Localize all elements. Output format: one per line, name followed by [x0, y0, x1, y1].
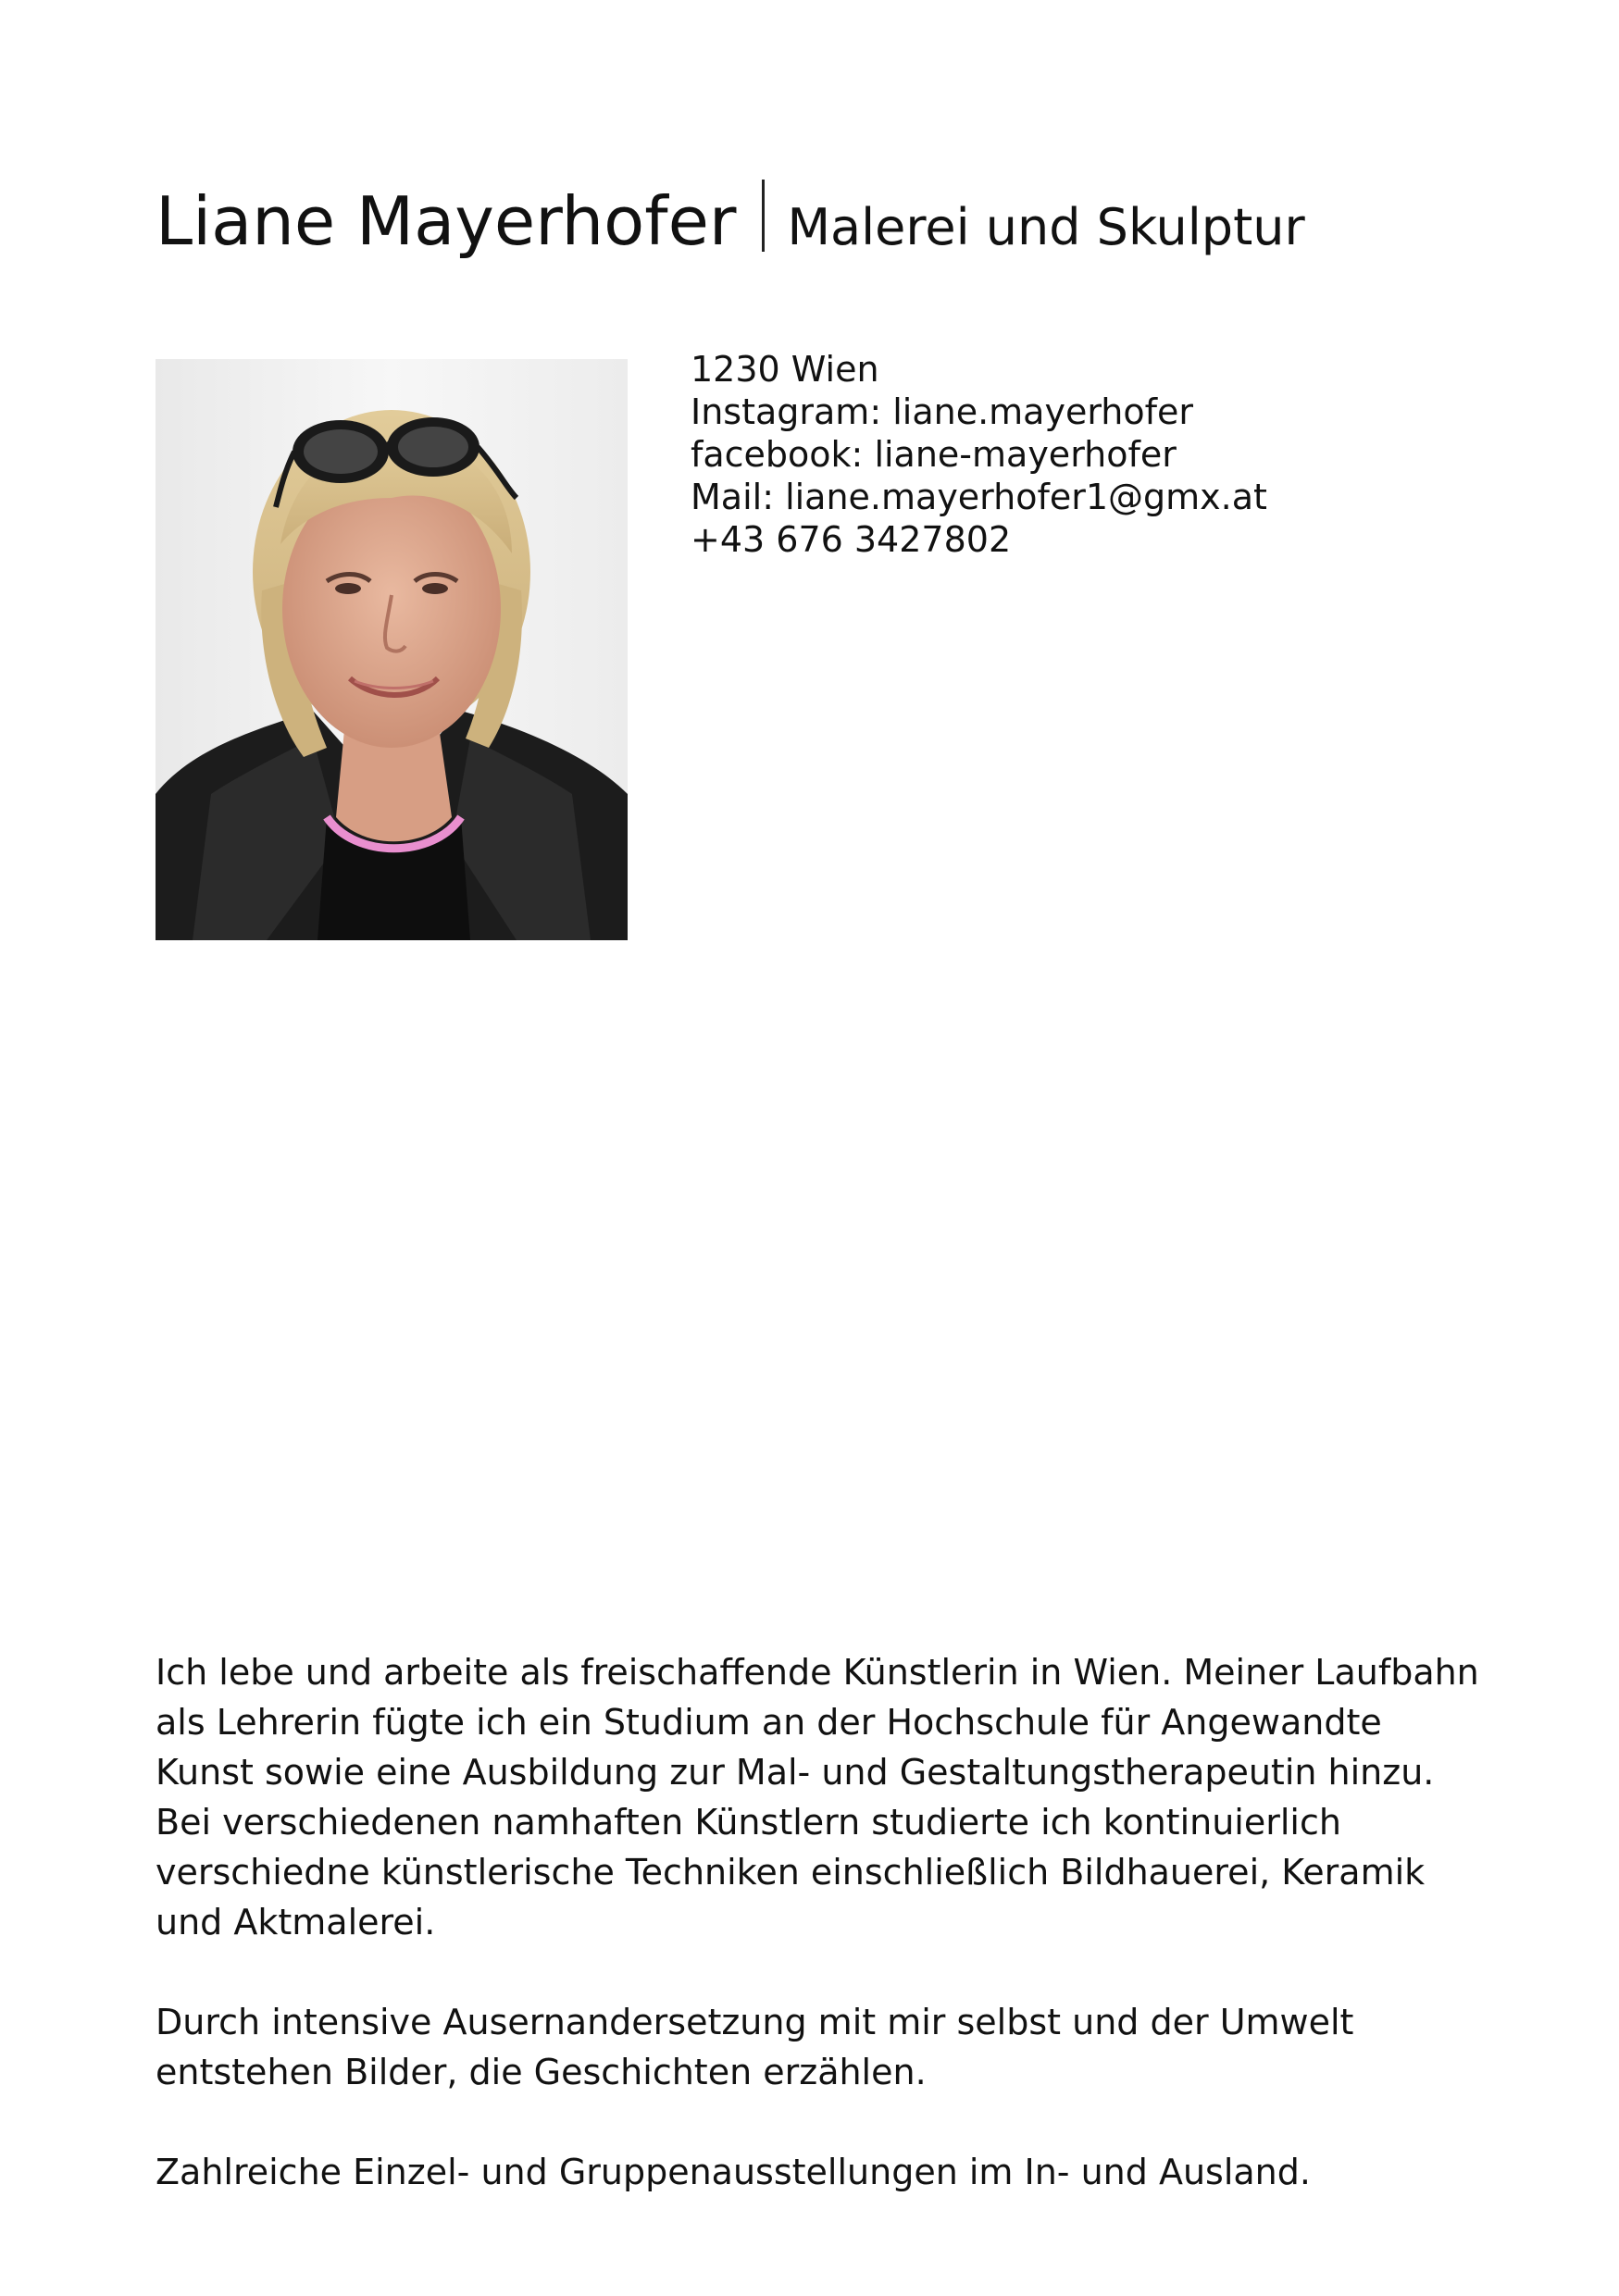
- artist-name: Liane Mayerhofer: [156, 182, 737, 260]
- biography: [156, 1647, 1479, 2247]
- title-divider: [762, 180, 765, 252]
- portrait-photo: [156, 359, 628, 940]
- contact-instagram[interactable]: Instagram: liane.mayerhofer: [691, 391, 1193, 432]
- bio-paragraph: Ich lebe und arbeite als freischaffende Künstlerin in Wien. Meiner Laufbahn als Lehrerin fügte ich ein Studium an der Hochschule für Angewandte Kunst sowie eine Ausbildung zur Mal- und Gestaltungstherapeutin hinzu. Bei verschiedenen namhaften Künstlern studierte ich kontinuierlich verschiedne künstlerische Techniken einschließlich Bildhauerei, Keramik und Aktmalerei.: [156, 1652, 1479, 1942]
- contact-city: 1230 Wien: [691, 349, 879, 390]
- page-header: [156, 172, 1305, 260]
- contact-facebook[interactable]: facebook: liane-mayerhofer: [691, 434, 1177, 475]
- contact-block: [691, 348, 1267, 561]
- bio-paragraph: Zahlreiche Einzel- und Gruppenausstellungen im In- und Ausland.: [156, 2152, 1311, 2192]
- bio-paragraph: Durch intensive Ausernandersetzung mit mir selbst und der Umwelt entstehen Bilder, die Geschichten erzählen.: [156, 2002, 1354, 2092]
- contact-phone[interactable]: +43 676 3427802: [691, 519, 1012, 560]
- contact-mail[interactable]: Mail: liane.mayerhofer1@gmx.at: [691, 477, 1267, 517]
- artist-discipline: Malerei und Skulptur: [787, 198, 1305, 256]
